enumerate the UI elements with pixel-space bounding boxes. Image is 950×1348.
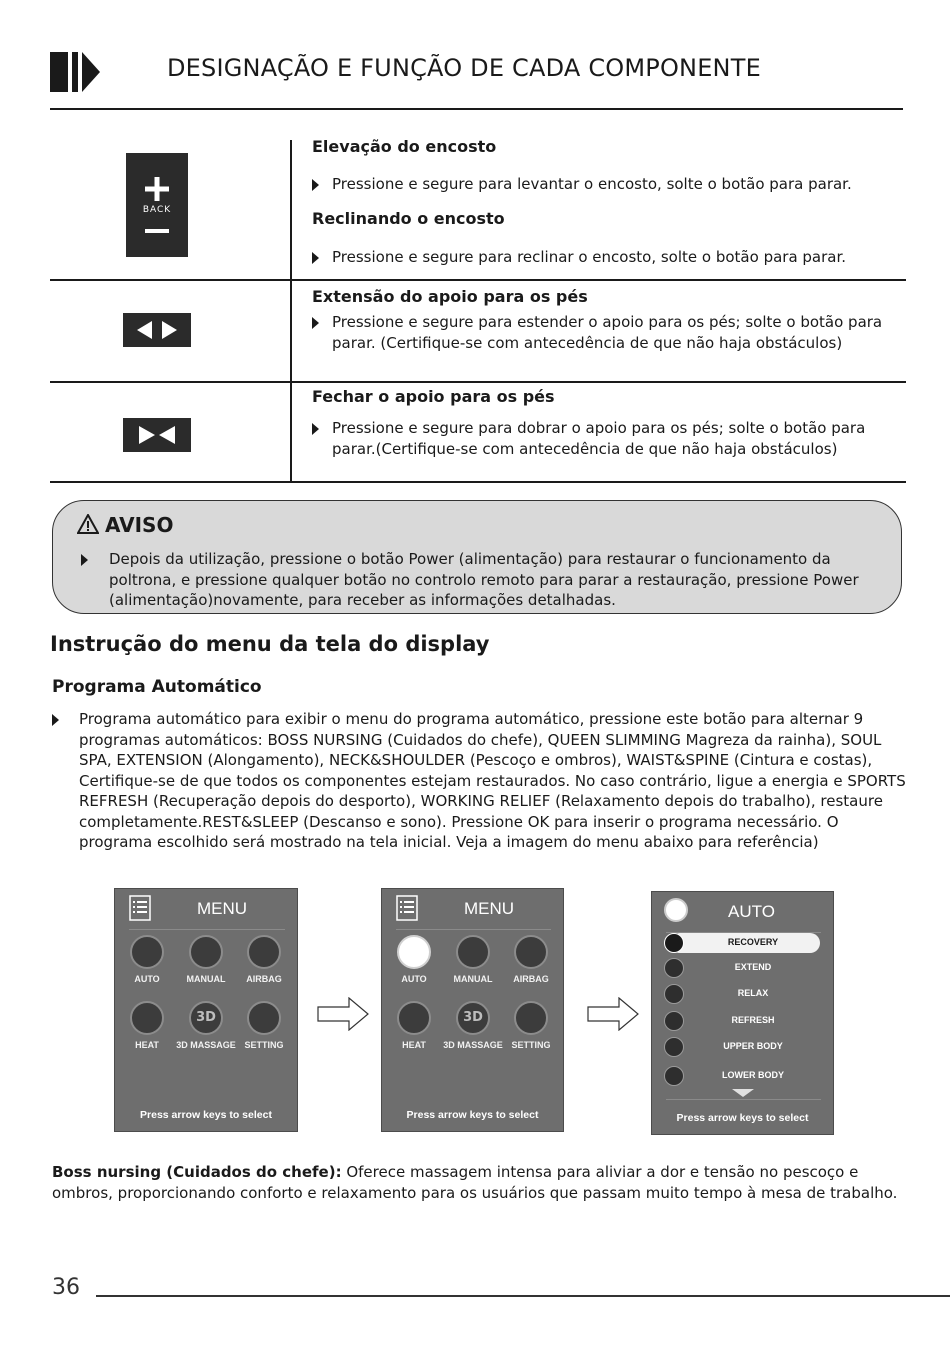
auto-item-lower-body: LOWER BODY: [664, 1066, 820, 1086]
menu-item-airbag: AIRBAG: [246, 974, 282, 984]
3d-massage-icon: 3D: [456, 1001, 490, 1035]
footrest-close-icon: [123, 418, 191, 452]
bullet-triangle-icon: [312, 179, 319, 191]
chapter-marker-icon: [50, 52, 102, 92]
manual-hand-icon: [189, 935, 223, 969]
airbag-body-icon: [514, 935, 548, 969]
back-label: BACK: [142, 205, 172, 215]
manual-hand-icon: [456, 935, 490, 969]
menu-divider: [396, 929, 551, 930]
menu-screen-1: [114, 888, 298, 1132]
menu-footer: Press arrow keys to select: [406, 1109, 539, 1121]
menu-item-manual: MANUAL: [453, 974, 493, 984]
relax-icon: [664, 984, 684, 1004]
auto-footer: Press arrow keys to select: [676, 1112, 809, 1124]
menu-item-auto: AUTO: [401, 974, 427, 984]
menu-item-3d-massage: 3D MASSAGE: [176, 1040, 236, 1050]
table-row-divider: [50, 381, 906, 383]
boss-nursing-paragraph: [52, 1162, 912, 1203]
bullet-recline-backrest: Pressione e segure para reclinar o encosto, solte o botão para parar.: [312, 247, 902, 268]
section-title: Instrução do menu da tela do display: [50, 632, 490, 656]
warning-title: AVISO: [77, 513, 173, 537]
heat-flame-icon: [397, 1001, 431, 1035]
arrow-right-icon: [587, 997, 639, 1031]
menu-item-3d-massage: 3D MASSAGE: [443, 1040, 503, 1050]
menu-screen-2: [381, 888, 564, 1132]
page-title: DESIGNAÇÃO E FUNÇÃO DE CADA COMPONENTE: [167, 54, 761, 82]
auto-title: AUTO: [728, 902, 775, 921]
menu-item-heat: HEAT: [402, 1040, 426, 1050]
auto-program-paragraph: Programa automático para exibir o menu do programa automático, pressione este botão para alternar 9 programas automáticos: BOSS NURSING (Cuidados do chefe), QUEEN SLIMMING Magreza da rainha), SOUL SPA, EXTENSION (Alongamento), NECK&SHOULDER (Pescoço e ombros), WAIST&SPINE (Cintura e costas), Certifique-se de que todos os componentes estejam restaurados. No caso contrário, ligue a energia e SPORTS REFRESH (Recuperação depois do desporto), WORKING RELIEF (Relaxamento depois do trabalho), restaure completamente.REST&SLEEP (Descanso e sono). Pressione OK para inserir o programa necessário. O programa escolhido será mostrado na tela inicial. Veja a imagem do menu abaixo para referência): [52, 709, 907, 853]
setting-gear-icon: [247, 1001, 281, 1035]
menu-item-auto: AUTO: [134, 974, 160, 984]
minus-icon: [145, 229, 169, 233]
back-rocker-button: [126, 153, 188, 257]
footer-rule: [96, 1295, 950, 1297]
menu-item-heat: HEAT: [135, 1040, 159, 1050]
auto-item-upper-body: UPPER BODY: [664, 1037, 820, 1057]
auto-icon: [130, 935, 164, 969]
upper-body-icon: [664, 1037, 684, 1057]
auto-item-refresh: REFRESH: [664, 1011, 820, 1031]
boss-nursing-label: Boss nursing (Cuidados do chefe):: [52, 1163, 342, 1181]
menu-list-icon: [396, 895, 418, 921]
lower-body-icon: [664, 1066, 684, 1086]
warning-box: [52, 500, 902, 614]
bullet-close-footrest: Pressione e segure para dobrar o apoio para os pés; solte o botão para parar.(Certifique-se com antecedência de que não haja obstáculos): [312, 418, 902, 459]
menu-title: MENU: [464, 899, 515, 918]
plus-icon: [145, 177, 169, 201]
table-column-divider: [290, 140, 292, 483]
page-number: 36: [52, 1275, 80, 1300]
scroll-down-icon: [732, 1089, 754, 1097]
heading-close-footrest: Fechar o apoio para os pés: [312, 387, 555, 406]
auto-icon: [664, 898, 688, 922]
footrest-extend-icon: [123, 313, 191, 347]
auto-item-relax: RELAX: [664, 984, 820, 1004]
bullet-raise-backrest: Pressione e segure para levantar o encosto, solte o botão para parar.: [312, 174, 902, 195]
auto-icon-selected: [397, 935, 431, 969]
bullet-triangle-icon: [312, 317, 319, 329]
boss-nursing-text: Oferece massagem intensa para aliviar a dor e tensão no pescoço e ombros, proporcionando conforto e relaxamento para os usuários que passam muito tempo à mesa de trabalho.: [52, 1163, 898, 1202]
menu-list-icon: [129, 895, 151, 921]
table-row-divider: [50, 279, 906, 281]
arrow-right-icon: [317, 997, 369, 1031]
bullet-triangle-icon: [312, 423, 319, 435]
heading-recline-backrest: Reclinando o encosto: [312, 209, 505, 228]
recovery-icon: [664, 933, 684, 953]
refresh-icon: [664, 1011, 684, 1031]
extend-icon: [664, 958, 684, 978]
bullet-triangle-icon: [312, 252, 319, 264]
heading-extend-footrest: Extensão do apoio para os pés: [312, 287, 588, 306]
heat-flame-icon: [130, 1001, 164, 1035]
header-divider: [50, 108, 903, 110]
warning-text: Depois da utilização, pressione o botão Power (alimentação) para restaurar o funcionamento da poltrona, e pressione qualquer botão no controlo remoto para parar a restauração, pressione Power (alimentação)novamente, para receber as informações detalhadas.: [81, 549, 881, 611]
auto-screen: [651, 891, 834, 1135]
menu-divider: [129, 929, 285, 930]
menu-item-setting: SETTING: [244, 1040, 284, 1050]
section-subtitle: Programa Automático: [52, 677, 262, 697]
warning-triangle-icon: [77, 514, 99, 534]
setting-gear-icon: [514, 1001, 548, 1035]
table-bottom-rule: [50, 481, 906, 483]
auto-footer-divider: [666, 1099, 821, 1100]
menu-item-manual: MANUAL: [186, 974, 226, 984]
bullet-extend-footrest: Pressione e segure para estender o apoio para os pés; solte o botão para parar. (Certifique-se com antecedência de que não haja obstáculos): [312, 312, 902, 353]
menu-footer: Press arrow keys to select: [140, 1109, 272, 1121]
menu-item-setting: SETTING: [511, 1040, 551, 1050]
auto-item-recovery: RECOVERY: [664, 933, 820, 953]
menu-item-airbag: AIRBAG: [513, 974, 549, 984]
auto-item-extend: EXTEND: [664, 958, 820, 978]
heading-raise-backrest: Elevação do encosto: [312, 137, 497, 156]
airbag-body-icon: [247, 935, 281, 969]
bullet-triangle-icon: [52, 714, 59, 726]
menu-title: MENU: [197, 899, 248, 918]
3d-massage-icon: 3D: [189, 1001, 223, 1035]
bullet-triangle-icon: [81, 554, 88, 566]
